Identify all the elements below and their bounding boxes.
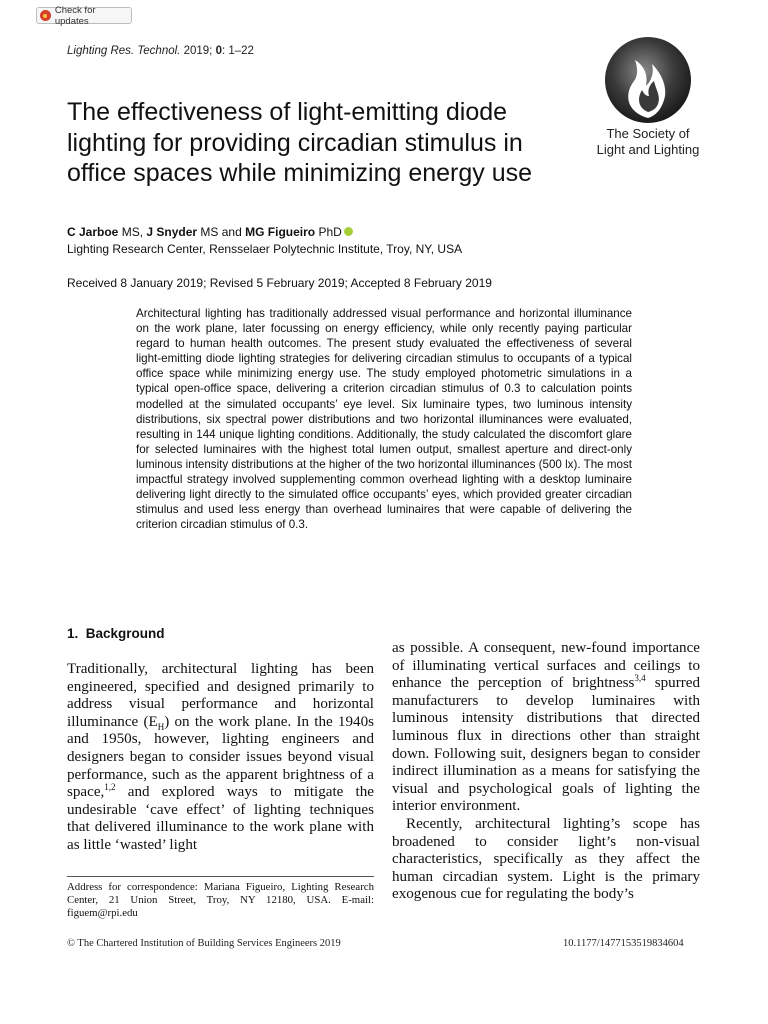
section-heading: 1. Background	[67, 626, 165, 641]
affiliation: Lighting Research Center, Rensselaer Polytechnic Institute, Troy, NY, USA	[67, 242, 463, 256]
copyright-notice: © The Chartered Institution of Building Services Engineers 2019	[67, 938, 341, 949]
orcid-icon[interactable]	[344, 227, 353, 236]
check-for-updates-button[interactable]	[36, 4, 132, 27]
check-for-updates-label: Check for updates	[54, 4, 96, 27]
paragraph: Recently, architectural lighting’s scope has broadened to consider light’s non-visual characteristics, specifically as they affect the human circadian system. Light is the primary exogenous cue for regulating the body’s	[392, 815, 700, 903]
society-name: The Society of Light and Lighting	[596, 126, 700, 157]
flame-logo-icon	[588, 36, 708, 126]
paragraph: as possible. A consequent, new-found importance of illuminating vertical surfaces and ceilings to enhance the perception of brightness$^{3,4}$ spurred manufacturers to develop luminaires with luminous intensity distributions that directed luminous flux in directions other than straight down. Following suit, designers began to consider indirect illumination as a means for satisfying the visual and psychological goals of lighting the interior environment.	[392, 640, 700, 815]
author-list: C Jarboe MS, J Snyder MS and MG Figueiro PhD	[67, 225, 353, 239]
received-dates: Received 8 January 2019; Revised 5 February 2019; Accepted 8 February 2019	[67, 276, 492, 290]
footnote-divider	[67, 876, 374, 877]
correspondence-address: Address for correspondence: Mariana Figueiro, Lighting Research Center, 21 Union Street, Troy, NY 12180, USA. E-mail: figuem@rpi.edu	[67, 881, 374, 919]
article-title: The effectiveness of light-emitting diode lighting for providing circadian stimulus in office spaces while minimizing energy use	[67, 98, 533, 187]
body-column-left	[67, 661, 374, 855]
society-logo	[588, 36, 708, 166]
doi-link[interactable]: 10.1177/1477153519834604	[563, 938, 684, 949]
journal-citation: Lighting Res. Technol. 2019; 0: 1–22	[67, 45, 254, 57]
paragraph: Traditionally, architectural lighting has been engineered, specified and designed primarily to address visual performance and horizontal illuminance $(E_H)$ on the work plane. In the 1940s and 1950s, however, lighting engineers and designers began to consider issues beyond visual performance, such as the apparent brightness of a space,$^{1,2}$ and explored ways to mitigate the undesirable ‘cave effect’ of lighting techniques that delivered illuminance to the work plane with as little ‘wasted’ light	[67, 661, 374, 853]
crossmark-icon	[40, 10, 51, 21]
abstract: Architectural lighting has traditionally addressed visual performance and horizontal illuminance on the work plane, later focussing on energy efficiency, while only recently paying particular regard to human health outcomes. The present study evaluated the effectiveness of several light-emitting diode lighting strategies for delivering circadian stimulus to occupants of a typical office space while minimizing energy use. The study employed photometric simulations in a typical open-office space, delivering a criterion circadian stimulus of 0.3 to calculation points modelled at the simulated occupants’ eye level. Six luminaire types, two luminous intensity distributions, six spectral power distributions and two horizontal illuminances were evaluated, resulting in 144 unique lighting conditions. Additionally, the study calculated the discomfort glare for selected luminaires with the highest total lumen output, smallest aperture and direct-only luminous intensity distributions at the higher of the two horizontal illuminances (500 lx). The most impactful strategy involved supplementing common overhead lighting with a desktop luminaire delivering light directly to the simulated office occupants’ eyes, which provided greater circadian stimulus and used less energy than overhead luminaires that were capable of delivering the criterion circadian stimulus of 0.3.	[136, 307, 632, 532]
body-column-right	[392, 640, 700, 904]
